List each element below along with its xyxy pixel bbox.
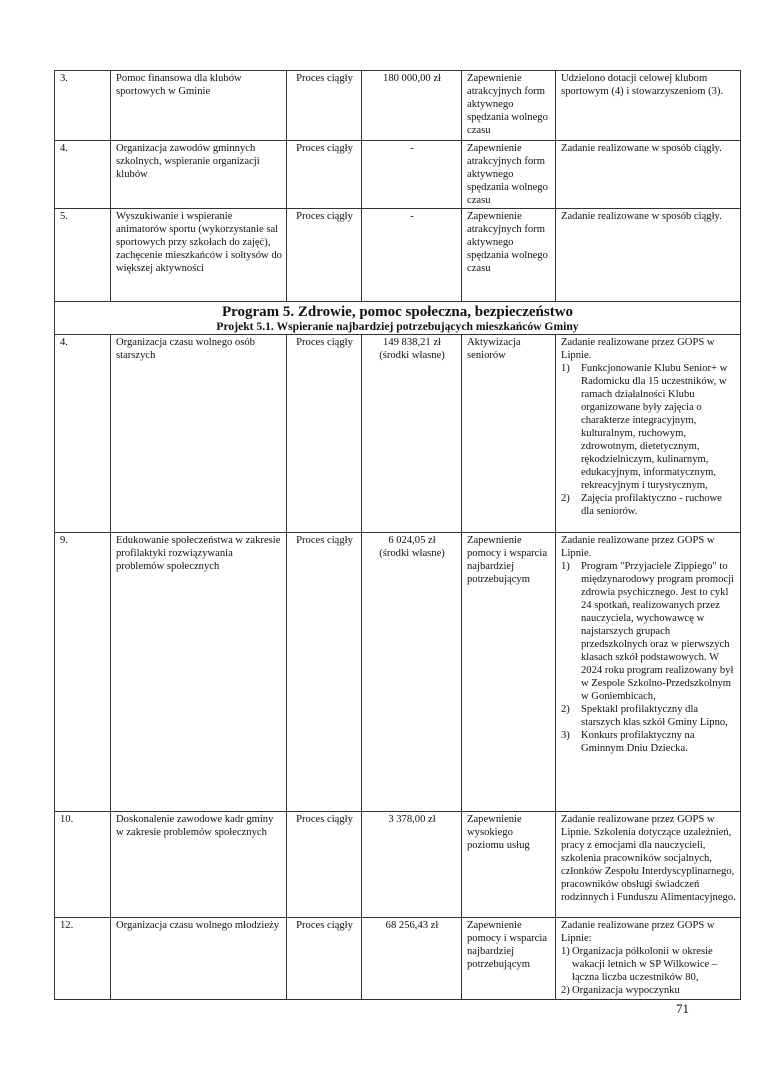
result-list	[561, 362, 736, 518]
result-intro: Zadanie realizowane przez GOPS w Lipnie.	[561, 337, 715, 361]
row-number: 5.	[55, 209, 111, 302]
table-row	[55, 533, 741, 812]
section-header-row	[55, 302, 741, 335]
task-cell: Organizacja zawodów gminnych szkolnych, wspieranie organizacji klubów	[111, 141, 287, 209]
goal-cell: Aktywizacja seniorów	[462, 335, 556, 533]
task-cell: Doskonalenie zawodowe kadr gminy w zakresie problemów społecznych	[111, 812, 287, 918]
task-cell: Edukowanie społeczeństwa w zakresie profilaktyki rozwiązywania problemów społecznych	[111, 533, 287, 812]
table-row	[55, 141, 741, 209]
goal-cell: Zapewnienie wysokiego poziomu usług	[462, 812, 556, 918]
page-number: 71	[676, 1001, 689, 1016]
list-number: 3)	[561, 730, 570, 741]
goal-cell: Zapewnienie pomocy i wsparcia najbardziej potrzebującym	[462, 533, 556, 812]
list-item	[561, 945, 736, 984]
table-row	[55, 71, 741, 141]
term-cell: Proces ciągły	[287, 918, 362, 1000]
list-number: 1)	[561, 946, 570, 957]
term-cell: Proces ciągły	[287, 209, 362, 302]
row-number: 4.	[55, 335, 111, 533]
term-cell: Proces ciągły	[287, 812, 362, 918]
list-text: Organizacja półkolonii w okresie wakacji letnich w SP Wilkowice – łączna liczba uczestników 80,	[572, 946, 718, 983]
table-row	[55, 918, 741, 1000]
table-row	[55, 335, 741, 533]
list-item	[561, 984, 736, 997]
list-item	[561, 703, 736, 729]
result-intro: Zadanie realizowane przez GOPS w Lipnie:	[561, 920, 715, 944]
section-header	[55, 302, 741, 335]
table-row	[55, 209, 741, 302]
list-item	[561, 362, 736, 492]
term-cell: Proces ciągły	[287, 141, 362, 209]
list-number: 2)	[561, 704, 570, 715]
project-subtitle: Projekt 5.1. Wspieranie najbardziej potrzebujących mieszkańców Gminy	[216, 320, 579, 333]
cost-note: (środki własne)	[379, 350, 445, 361]
list-item	[561, 560, 736, 703]
result-cell: Zadanie realizowane w sposób ciągły.	[556, 209, 741, 302]
result-cell: Zadanie realizowane przez GOPS w Lipnie. Szkolenia dotyczące uzależnień, pracy z emocjami dla nauczycieli, szkolenia pracowników socjalnych, członków Zespołu Interdyscyplinarnego, pracowników obsługi świadczeń rodzinnych i Funduszu Alimentacyjnego.	[556, 812, 741, 918]
task-cell: Organizacja czasu wolnego młodzieży	[111, 918, 287, 1000]
row-number: 4.	[55, 141, 111, 209]
goal-cell: Zapewnienie atrakcyjnych form aktywnego spędzania wolnego czasu	[462, 141, 556, 209]
row-number: 12.	[55, 918, 111, 1000]
result-cell: Udzielono dotacji celowej klubom sportowym (4) i stowarzyszeniom (3).	[556, 71, 741, 141]
cost-note: (środki własne)	[379, 548, 445, 559]
list-number: 1)	[561, 561, 570, 572]
cost-cell: 3 378,00 zł	[362, 812, 462, 918]
table-row	[55, 812, 741, 918]
cost-cell: 68 256,43 zł	[362, 918, 462, 1000]
list-text: Organizacja wypoczynku	[572, 985, 680, 996]
list-text: Program "Przyjaciele Zippiego" to międzynarodowy program promocji zdrowia psychicznego. Jest to cykl 24 spotkań, realizowanych przez nauczyciela, wychowawcę w najstarszych grupach przedszkolnych oraz w pierwszych klasach szkół podstawowych. W 2024 roku program realizowany był w Zespole Szkolno-Przedszkolnym w Goniembicach,	[581, 561, 734, 702]
term-cell: Proces ciągły	[287, 71, 362, 141]
list-text: Funkcjonowanie Klubu Senior+ w Radomicku dla 15 uczestników, w ramach działalności Klubu organizowane były zajęcia o charakterze integracyjnym, kulturalnym, ruchowym, zdrowotnym, dietetycznym, rękodzielniczym, kulinarnym, edukacyjnym, informatycznym, rekreacyjnym i turystycznym,	[581, 363, 728, 491]
goal-cell: Zapewnienie atrakcyjnych form aktywnego spędzania wolnego czasu	[462, 209, 556, 302]
cost-cell: -	[362, 209, 462, 302]
row-number: 10.	[55, 812, 111, 918]
task-cell: Organizacja czasu wolnego osób starszych	[111, 335, 287, 533]
cost-cell	[362, 533, 462, 812]
goal-cell: Zapewnienie pomocy i wsparcia najbardziej potrzebującym	[462, 918, 556, 1000]
term-cell: Proces ciągły	[287, 335, 362, 533]
result-cell: Zadanie realizowane w sposób ciągły.	[556, 141, 741, 209]
row-number: 3.	[55, 71, 111, 141]
goal-cell: Zapewnienie atrakcyjnych form aktywnego spędzania wolnego czasu	[462, 71, 556, 141]
list-text: Spektakl profilaktyczny dla starszych klas szkół Gminy Lipno,	[581, 704, 728, 728]
program-title: Program 5. Zdrowie, pomoc społeczna, bezpieczeństwo	[221, 304, 574, 320]
task-cell: Pomoc finansowa dla klubów sportowych w Gminie	[111, 71, 287, 141]
list-number: 2)	[561, 985, 570, 996]
cost-value: 6 024,05 zł	[388, 535, 436, 546]
row-number: 9.	[55, 533, 111, 812]
task-cell: Wyszukiwanie i wspieranie animatorów sportu (wykorzystanie sal sportowych przy szkołach do zajęć), zachęcenie mieszkańców i sołtysów do większej aktywności	[111, 209, 287, 302]
cost-value: 149 838,21 zł	[383, 337, 441, 348]
cost-cell	[362, 335, 462, 533]
result-cell	[556, 918, 741, 1000]
list-number: 2)	[561, 493, 570, 504]
cost-cell: -	[362, 141, 462, 209]
cost-cell: 180 000,00 zł	[362, 71, 462, 141]
term-cell: Proces ciągły	[287, 533, 362, 812]
list-text: Zajęcia profilaktyczno - ruchowe dla seniorów.	[581, 493, 722, 517]
list-item	[561, 729, 736, 755]
result-cell	[556, 533, 741, 812]
result-list	[561, 945, 736, 997]
result-list	[561, 560, 736, 755]
list-number: 1)	[561, 363, 570, 374]
list-text: Konkurs profilaktyczny na Gminnym Dniu Dziecka.	[581, 730, 695, 754]
report-table	[54, 70, 741, 1000]
result-intro: Zadanie realizowane przez GOPS w Lipnie.	[561, 535, 715, 559]
list-item	[561, 492, 736, 518]
result-cell	[556, 335, 741, 533]
